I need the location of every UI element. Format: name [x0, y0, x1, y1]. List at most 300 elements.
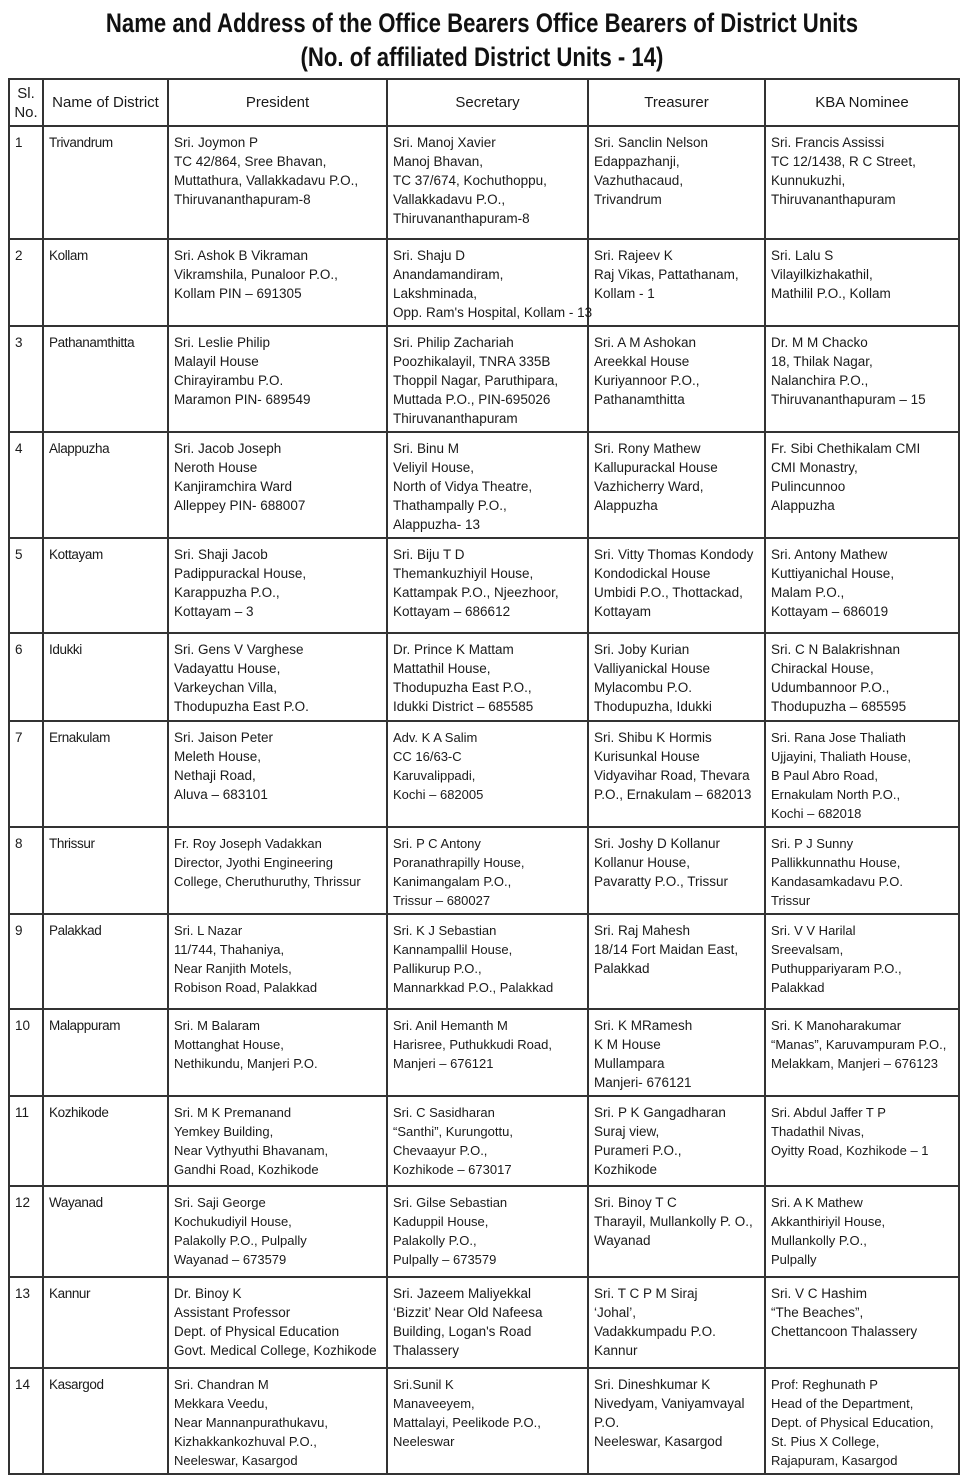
address-line: Trissur — [771, 893, 811, 908]
person-name: Sri. Leslie Philip — [174, 335, 271, 350]
cell-district: Idukki — [43, 633, 168, 721]
office-bearers-table — [8, 78, 960, 1475]
cell-sl-no: 4 — [9, 432, 43, 538]
address-line: Themankuzhiyil House, — [393, 566, 534, 581]
cell-district: Alappuzha — [43, 432, 168, 538]
person-name: Sri. Rajeev K — [594, 248, 673, 263]
address-line: Kuriyannoor P.O., — [594, 373, 700, 388]
table-row — [9, 432, 959, 538]
address-line: Thodupuzha East P.O. — [174, 699, 309, 714]
person-name: Sri. Francis Assissi — [771, 135, 885, 150]
address-line: Chirackal House, — [771, 661, 874, 676]
address-line: Thodupuzha East P.O., — [393, 680, 532, 695]
cell-kba-nominee — [765, 1368, 959, 1474]
cell-treasurer — [588, 432, 765, 538]
table-row — [9, 1096, 959, 1186]
cell-treasurer — [588, 1186, 765, 1277]
cell-kba-nominee — [765, 239, 959, 326]
address-line: Kozhikode – 673017 — [393, 1162, 512, 1177]
address-line: Sreevalsam, — [771, 942, 844, 957]
address-line: Malam P.O., — [771, 585, 845, 600]
address-line: Dept. of Physical Education, — [771, 1415, 934, 1430]
cell-district: Pathanamthitta — [43, 326, 168, 432]
address-line: Kuttiyanichal House, — [771, 566, 895, 581]
address-line: Mannarkkad P.O., Palakkad — [393, 980, 554, 995]
person-name: Sri. Manoj Xavier — [393, 135, 496, 150]
person-name: Sri. Gens V Varghese — [174, 642, 304, 657]
cell-treasurer — [588, 1368, 765, 1474]
address-line: Poozhikalayil, TNRA 335B — [393, 354, 551, 369]
address-line: Kannur — [594, 1343, 638, 1358]
person-name: Sri. Jaison Peter — [174, 730, 274, 745]
cell-secretary — [387, 239, 593, 326]
address-line: Veliyil House, — [393, 460, 475, 475]
cell-president — [168, 1186, 387, 1277]
cell-treasurer — [588, 1009, 765, 1096]
cell-district: Kannur — [43, 1277, 168, 1368]
address-line: Maramon PIN- 689549 — [174, 392, 311, 407]
cell-kba-nominee — [765, 1186, 959, 1277]
person-name: Sri. Jazeem Maliyekkal — [393, 1286, 532, 1301]
address-line: Suraj view, — [594, 1124, 660, 1139]
address-line: Pulpally — [771, 1252, 817, 1267]
cell-sl-no: 12 — [9, 1186, 43, 1277]
cell-president — [168, 126, 387, 239]
cell-secretary — [387, 633, 588, 721]
cell-secretary — [387, 1368, 588, 1474]
person-name: Adv. K A Salim — [393, 730, 478, 745]
address-line: Kaduppil House, — [393, 1214, 489, 1229]
table-row — [9, 1186, 959, 1277]
person-name: Sri. Shibu K Hormis — [594, 730, 712, 745]
address-line: Pallikurup P.O., — [393, 961, 482, 976]
cell-treasurer — [588, 326, 765, 432]
address-line: Nivedyam, Vaniyamvayal — [594, 1396, 745, 1411]
cell-secretary — [387, 1277, 588, 1368]
address-line: Kurisunkal House — [594, 749, 700, 764]
cell-kba-nominee — [765, 1009, 959, 1096]
address-line: Director, Jyothi Engineering — [174, 855, 333, 870]
person-name: Sri.Sunil K — [393, 1377, 454, 1392]
address-line: Kochi – 682018 — [771, 806, 862, 821]
address-line: TC 12/1438, R C Street, — [771, 154, 916, 169]
header-sl-no: Sl. No. — [9, 79, 43, 126]
person-name: Prof: Reghunath P — [771, 1377, 878, 1392]
address-line: Thiruvananthapuram – 15 — [771, 392, 926, 407]
address-line: Wayanad — [594, 1233, 651, 1248]
address-line: Alappuzha — [771, 498, 835, 513]
address-line: Raj Vikas, Pattathanam, — [594, 267, 739, 282]
address-line: Akkanthiriyil House, — [771, 1214, 886, 1229]
address-line: Pallikkunnathu House, — [771, 855, 901, 870]
address-line: Palakkad — [594, 961, 650, 976]
address-line: Pulincunnoo — [771, 479, 846, 494]
address-line: Edappazhanji, — [594, 154, 680, 169]
table-row — [9, 721, 959, 827]
cell-secretary — [387, 538, 588, 633]
address-line: Areekkal House — [594, 354, 690, 369]
table-row — [9, 126, 959, 239]
table-row — [9, 1277, 959, 1368]
person-name: Sri. Binoy T C — [594, 1195, 677, 1210]
person-name: Sri. Saji George — [174, 1195, 266, 1210]
address-line: Neroth House — [174, 460, 258, 475]
cell-president — [168, 1368, 387, 1474]
address-line: Varkeychan Villa, — [174, 680, 278, 695]
address-line: Vadakkumpadu P.O. — [594, 1324, 716, 1339]
address-line: Thiruvananthapuram — [771, 192, 896, 207]
table-row — [9, 326, 959, 432]
address-line: St. Pius X College, — [771, 1434, 880, 1449]
address-line: TC 42/864, Sree Bhavan, — [174, 154, 327, 169]
address-line: Vazhicherry Ward, — [594, 479, 704, 494]
cell-secretary — [387, 827, 588, 914]
cell-president — [168, 1009, 387, 1096]
address-line: Kannampallil House, — [393, 942, 513, 957]
address-line: Thoppil Nagar, Paruthipara, — [393, 373, 559, 388]
address-line: Mullankolly P.O., — [771, 1233, 867, 1248]
person-name: Sri. K J Sebastian — [393, 923, 497, 938]
document-subtitle: (No. of affiliated District Units - 14) — [300, 42, 664, 72]
person-name: Sri. L Nazar — [174, 923, 243, 938]
address-line: Mattalayi, Peelikode P.O., — [393, 1415, 541, 1430]
address-line: Malayil House — [174, 354, 259, 369]
address-line: Chevaayur P.O., — [393, 1143, 488, 1158]
address-line: Mekkara Veedu, — [174, 1396, 268, 1411]
cell-kba-nominee — [765, 721, 959, 827]
cell-district: Kozhikode — [43, 1096, 168, 1186]
cell-sl-no: 8 — [9, 827, 43, 914]
cell-sl-no: 9 — [9, 914, 43, 1009]
address-line: TC 37/674, Kochuthoppu, — [393, 173, 547, 188]
cell-district: Ernakulam — [43, 721, 168, 827]
person-name: Sri. Binu M — [393, 441, 460, 456]
cell-secretary — [387, 126, 588, 239]
address-line: Vadayattu House, — [174, 661, 281, 676]
table-row — [9, 538, 959, 633]
person-name: Sri. Rony Mathew — [594, 441, 701, 456]
table-row — [9, 1368, 959, 1474]
address-line: Yemkey Building, — [174, 1124, 274, 1139]
person-name: Sri. Abdul Jaffer T P — [771, 1105, 886, 1120]
address-line: Mullampara — [594, 1056, 665, 1071]
person-name: Sri. T C P M Siraj — [594, 1286, 698, 1301]
address-line: Ernakulam North P.O., — [771, 787, 901, 802]
address-line: 11/744, Thahaniya, — [174, 942, 285, 957]
address-line: Poranathrapilly House, — [393, 855, 525, 870]
address-line: Harisree, Puthukkudi Road, — [393, 1037, 552, 1052]
table-row — [9, 827, 959, 914]
cell-secretary — [387, 1186, 588, 1277]
header-president: President — [168, 79, 387, 126]
cell-president — [168, 1096, 387, 1186]
cell-kba-nominee — [765, 1277, 959, 1368]
address-line: Kunnukuzhi, — [771, 173, 846, 188]
address-line: Robison Road, Palakkad — [174, 980, 318, 995]
address-line: Alleppey PIN- 688007 — [174, 498, 306, 513]
person-name: Sri. Gilse Sebastian — [393, 1195, 508, 1210]
cell-secretary — [387, 432, 588, 538]
header-secretary: Secretary — [387, 79, 588, 126]
address-line: Kollam PIN – 691305 — [174, 286, 302, 301]
cell-sl-no: 6 — [9, 633, 43, 721]
cell-kba-nominee — [765, 633, 959, 721]
address-line: Kollanur House, — [594, 855, 691, 870]
address-line: Thiruvananthapuram-8 — [174, 192, 311, 207]
cell-treasurer — [588, 721, 765, 827]
cell-kba-nominee — [765, 538, 959, 633]
address-line: Vallakkadavu P.O., — [393, 192, 506, 207]
address-line: Oyitty Road, Kozhikode – 1 — [771, 1143, 929, 1158]
person-name: Sri. Joby Kurian — [594, 642, 690, 657]
table-body — [9, 126, 959, 1474]
person-name: Sri. Joymon P — [174, 135, 259, 150]
address-line: Govt. Medical College, Kozhikode — [174, 1343, 377, 1358]
address-line: Melakkam, Manjeri – 676123 — [771, 1056, 938, 1071]
header-treasurer: Treasurer — [588, 79, 765, 126]
table-row — [9, 239, 959, 326]
person-name: Sri. C N Balakrishnan — [771, 642, 901, 657]
address-line: Kizhakkankozhuval P.O., — [174, 1434, 317, 1449]
address-line: Manjeri – 676121 — [393, 1056, 494, 1071]
person-name: Sri. M K Premanand — [174, 1105, 292, 1120]
address-line: Kottayam – 686019 — [771, 604, 889, 619]
person-name: Sri. Lalu S — [771, 248, 834, 263]
person-name: Sri. Joshy D Kollanur — [594, 836, 721, 851]
person-name: Sri. Biju T D — [393, 547, 465, 562]
address-line: Valliyanickal House — [594, 661, 711, 676]
address-line: Udumbannoor P.O., — [771, 680, 890, 695]
address-line: Near Ranjith Motels, — [174, 961, 292, 976]
table-row — [9, 914, 959, 1009]
cell-kba-nominee — [765, 827, 959, 914]
table-row — [9, 633, 959, 721]
address-line: Palakolly P.O., Pulpally — [174, 1233, 307, 1248]
address-line: Nethaji Road, — [174, 768, 256, 783]
address-line: Alappuzha- 13 — [393, 517, 481, 532]
address-line: Kattampak P.O., Njeezhoor, — [393, 585, 559, 600]
address-line: 18/14 Fort Maidan East, — [594, 942, 739, 957]
address-line: Thathampally P.O., — [393, 498, 507, 513]
address-line: ‘Bizzit’ Near Old Nafeesa — [393, 1305, 543, 1320]
document-title: Name and Address of the Office Bearers Office Bearers of District Units — [105, 8, 859, 38]
header-district: Name of District — [43, 79, 168, 126]
cell-kba-nominee — [765, 126, 959, 239]
address-line: Kondodickal House — [594, 566, 711, 581]
cell-district: Thrissur — [43, 827, 168, 914]
person-name: Sri. K MRamesh — [594, 1018, 693, 1033]
address-line: Wayanad – 673579 — [174, 1252, 287, 1267]
address-line: Vilayilkizhakathil, — [771, 267, 873, 282]
address-line: Ujjayini, Thaliath House, — [771, 749, 911, 764]
cell-district: Kasargod — [43, 1368, 168, 1474]
address-line: Kollam - 1 — [594, 286, 655, 301]
cell-district: Kollam — [43, 239, 168, 326]
cell-sl-no: 7 — [9, 721, 43, 827]
cell-secretary — [387, 1096, 588, 1186]
cell-kba-nominee — [765, 914, 959, 1009]
address-line: Neeleswar, Kasargod — [594, 1434, 723, 1449]
address-line: Thadathil Nivas, — [771, 1124, 865, 1139]
cell-treasurer — [588, 126, 765, 239]
address-line: Pulpally – 673579 — [393, 1252, 497, 1267]
cell-kba-nominee — [765, 326, 959, 432]
address-line: K M House — [594, 1037, 661, 1052]
address-line: Nalanchira P.O., — [771, 373, 869, 388]
address-line: Meleth House, — [174, 749, 262, 764]
address-line: Assistant Professor — [174, 1305, 291, 1320]
person-name: Sri. Antony Mathew — [771, 547, 888, 562]
person-name: Fr. Sibi Chethikalam CMI — [771, 441, 921, 456]
address-line: Chirayirambu P.O. — [174, 373, 284, 388]
address-line: Building, Logan's Road — [393, 1324, 532, 1339]
person-name: Sri. P K Gangadharan — [594, 1105, 726, 1120]
cell-president — [168, 827, 387, 914]
address-line: Idukki District – 685585 — [393, 699, 534, 714]
address-line: Rajapuram, Kasargod — [771, 1453, 898, 1468]
address-line: CMI Monastry, — [771, 460, 858, 475]
person-name: Sri. A K Mathew — [771, 1195, 863, 1210]
address-line: Mathilil P.O., Kollam — [771, 286, 891, 301]
address-line: “Santhi”, Kurungottu, — [393, 1124, 513, 1139]
person-name: Dr. Prince K Mattam — [393, 642, 514, 657]
person-name: Dr. M M Chacko — [771, 335, 868, 350]
address-line: Manjeri- 676121 — [594, 1075, 692, 1090]
person-name: Sri. M Balaram — [174, 1018, 260, 1033]
person-name: Sri. P C Antony — [393, 836, 481, 851]
person-name: Sri. Sanclin Nelson — [594, 135, 709, 150]
address-line: Thiruvananthapuram-8 — [393, 211, 530, 226]
person-name: Sri. K Manoharakumar — [771, 1018, 902, 1033]
address-line: Kandasamkadavu P.O. — [771, 874, 904, 889]
cell-sl-no: 10 — [9, 1009, 43, 1096]
address-line: Tharayil, Mullankolly P. O., — [594, 1214, 753, 1229]
cell-treasurer — [588, 538, 765, 633]
address-line: ‘Johal’, — [594, 1305, 637, 1320]
address-line: Mattathil House, — [393, 661, 491, 676]
address-line: P.O. — [594, 1415, 620, 1430]
address-line: College, Cheruthuruthy, Thrissur — [174, 874, 361, 889]
address-line: Umbidi P.O., Thottackad, — [594, 585, 743, 600]
address-line: Nethikundu, Manjeri P.O. — [174, 1056, 318, 1071]
address-line: Neeleswar — [393, 1434, 455, 1449]
cell-district: Palakkad — [43, 914, 168, 1009]
address-line: Padippurackal House, — [174, 566, 307, 581]
person-name: Sri. V C Hashim — [771, 1286, 868, 1301]
address-line: Kochukudiyil House, — [174, 1214, 292, 1229]
cell-president — [168, 914, 387, 1009]
cell-kba-nominee — [765, 1096, 959, 1186]
cell-sl-no: 3 — [9, 326, 43, 432]
address-line: Kochi – 682005 — [393, 787, 484, 802]
address-line: Pathanamthitta — [594, 392, 685, 407]
cell-sl-no: 2 — [9, 239, 43, 326]
header-kba-nominee: KBA Nominee — [765, 79, 959, 126]
address-line: Thodupuzha, Idukki — [594, 699, 712, 714]
address-line: Trivandrum — [594, 192, 662, 207]
cell-sl-no: 5 — [9, 538, 43, 633]
person-name: Sri. Shaju D — [393, 248, 466, 263]
address-line: Alappuzha — [594, 498, 658, 513]
address-line: Vazhuthacaud, — [594, 173, 684, 188]
address-line: Neeleswar, Kasargod — [174, 1453, 298, 1468]
cell-secretary — [387, 721, 588, 827]
person-name: Sri. Raj Mahesh — [594, 923, 691, 938]
cell-treasurer — [588, 827, 765, 914]
address-line: Palakkad — [771, 980, 825, 995]
address-line: Chettancoon Thalassery — [771, 1324, 918, 1339]
address-line: Purameri P.O., — [594, 1143, 682, 1158]
address-line: Manaveeyem, — [393, 1396, 475, 1411]
address-line: Anandamandiram, — [393, 267, 504, 282]
address-line: “Manas”, Karuvampuram P.O., — [771, 1037, 947, 1052]
address-line: Thodupuzha – 685595 — [771, 699, 907, 714]
cell-treasurer — [588, 1096, 765, 1186]
address-line: Kallupurackal House — [594, 460, 718, 475]
person-name: Fr. Roy Joseph Vadakkan — [174, 836, 322, 851]
address-line: Karuvalippadi, — [393, 768, 476, 783]
cell-sl-no: 1 — [9, 126, 43, 239]
address-line: Puthuppariyaram P.O., — [771, 961, 902, 976]
cell-president — [168, 633, 387, 721]
table-header-row — [9, 79, 959, 126]
person-name: Dr. Binoy K — [174, 1286, 242, 1301]
cell-district: Wayanad — [43, 1186, 168, 1277]
address-line: Vidyavihar Road, Thevara — [594, 768, 750, 783]
address-line: Dept. of Physical Education — [174, 1324, 340, 1339]
address-line: CC 16/63-C — [393, 749, 462, 764]
address-line: Manoj Bhavan, — [393, 154, 484, 169]
cell-sl-no: 13 — [9, 1277, 43, 1368]
cell-president — [168, 538, 387, 633]
cell-kba-nominee — [765, 432, 959, 538]
address-line: Kozhikode — [594, 1162, 658, 1177]
cell-sl-no: 11 — [9, 1096, 43, 1186]
address-line: P.O., Ernakulam – 682013 — [594, 787, 752, 802]
address-line: 18, Thilak Nagar, — [771, 354, 873, 369]
address-line: Gandhi Road, Kozhikode — [174, 1162, 319, 1177]
address-line: Aluva – 683101 — [174, 787, 268, 802]
cell-president — [168, 239, 387, 326]
address-line: Kottayam – 686612 — [393, 604, 511, 619]
cell-secretary — [387, 1009, 588, 1096]
address-line: Pavaratty P.O., Trissur — [594, 874, 729, 889]
person-name: Sri. Chandran M — [174, 1377, 269, 1392]
cell-district: Kottayam — [43, 538, 168, 633]
cell-president — [168, 432, 387, 538]
address-line: Kanjiramchira Ward — [174, 479, 293, 494]
address-line: B Paul Abro Road, — [771, 768, 878, 783]
cell-secretary — [387, 914, 588, 1009]
person-name: Sri. P J Sunny — [771, 836, 854, 851]
address-line: Opp. Ram's Hospital, Kollam - 13 — [393, 305, 593, 320]
cell-treasurer — [588, 239, 765, 326]
cell-treasurer — [588, 1277, 765, 1368]
cell-treasurer — [588, 633, 765, 721]
person-name: Sri. Vitty Thomas Kondody — [594, 547, 754, 562]
cell-treasurer — [588, 914, 765, 1009]
cell-district: Trivandrum — [43, 126, 168, 239]
person-name: Sri. Anil Hemanth M — [393, 1018, 508, 1033]
person-name: Sri. Ashok B Vikraman — [174, 248, 309, 263]
address-line: Thiruvananthapuram — [393, 411, 518, 426]
address-line: Mylacombu P.O. — [594, 680, 693, 695]
address-line: Vikramshila, Punaloor P.O., — [174, 267, 338, 282]
table-row — [9, 1009, 959, 1096]
address-line: Muttada P.O., PIN-695026 — [393, 392, 551, 407]
person-name: Sri. C Sasidharan — [393, 1105, 495, 1120]
address-line: Muttathura, Vallakkadavu P.O., — [174, 173, 359, 188]
